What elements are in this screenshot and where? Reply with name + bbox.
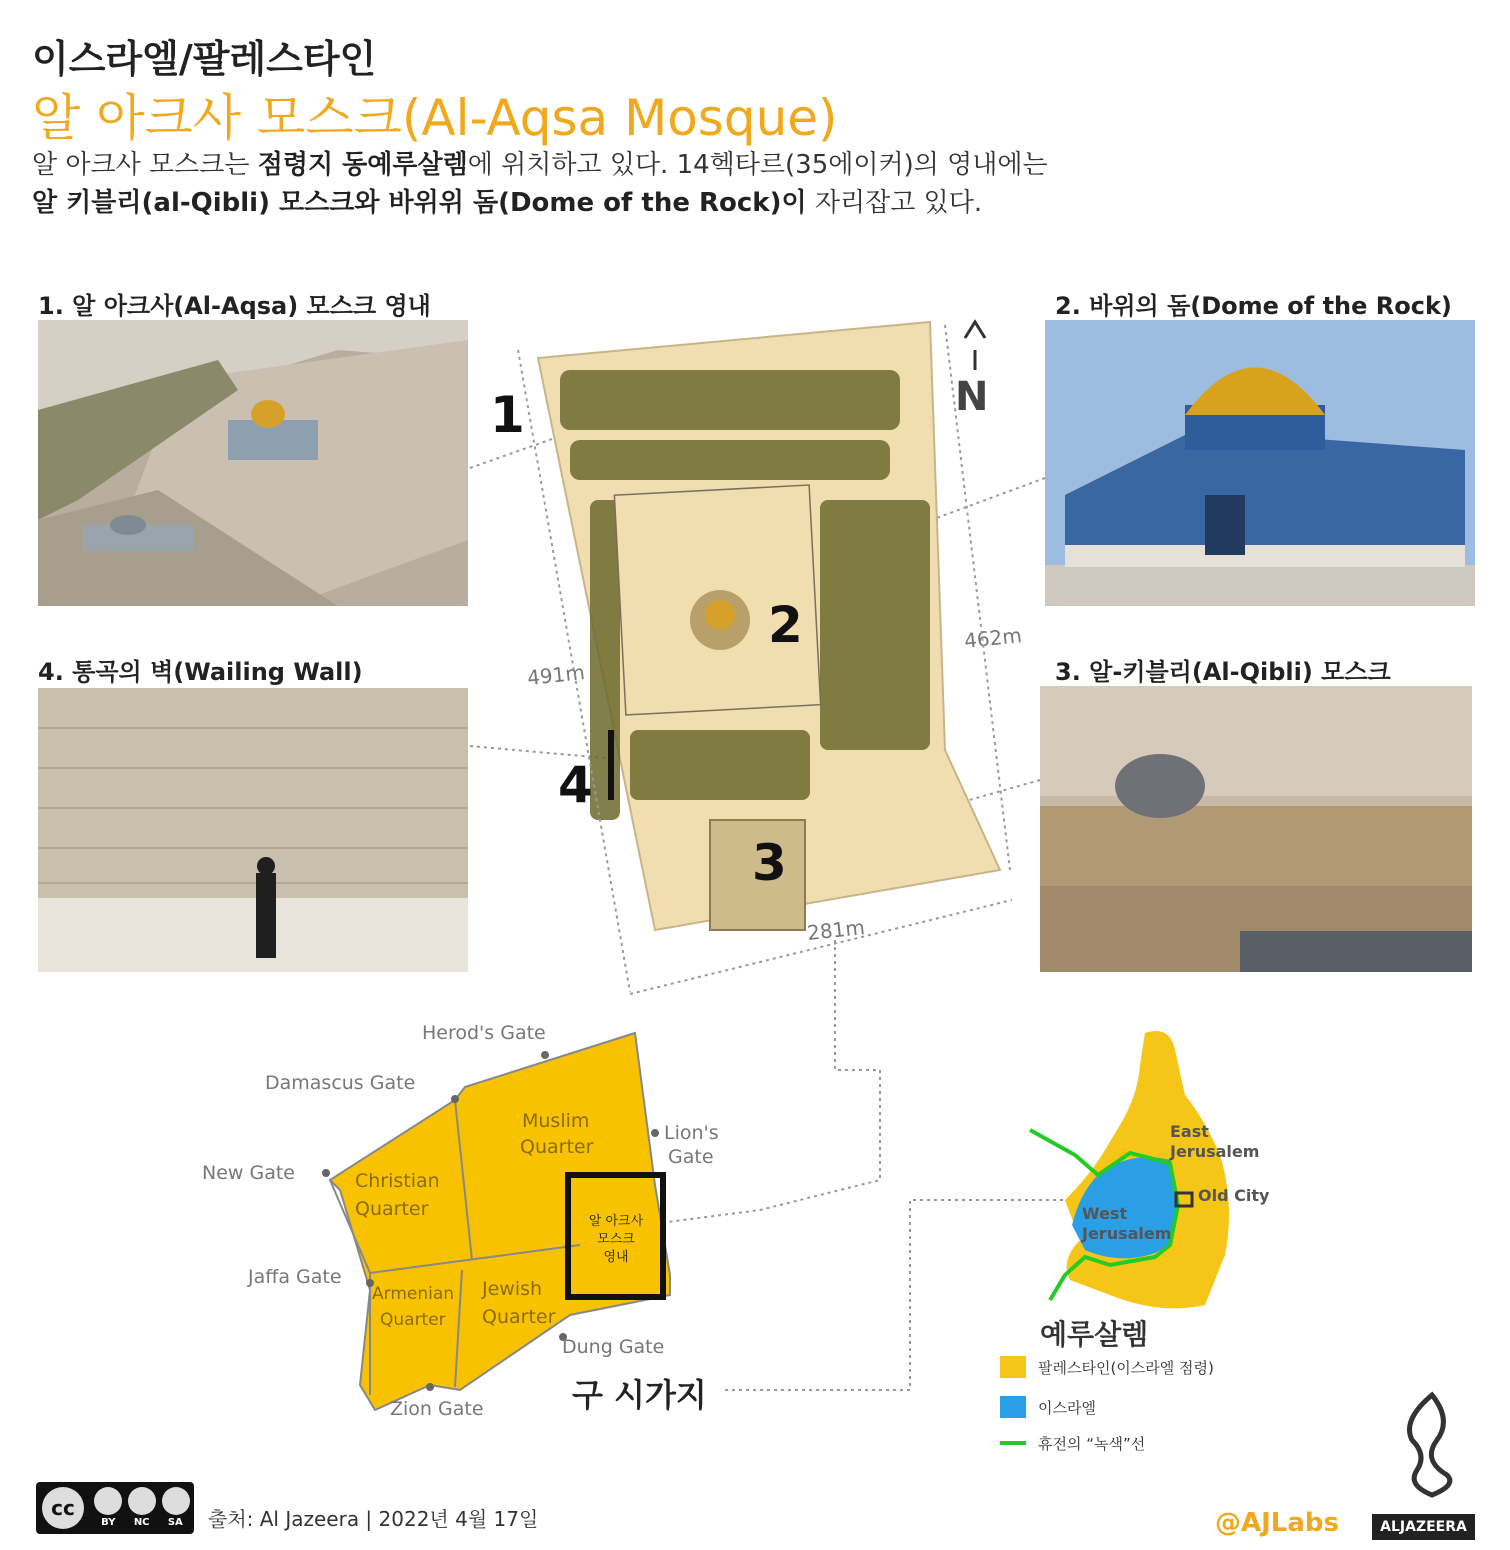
aljazeera-wordmark: ALJAZEERA xyxy=(1372,1514,1475,1540)
by-icon xyxy=(94,1487,122,1515)
intro-text-2: 에 위치하고 있다. 14헥타르(35에이커)의 영내에는 xyxy=(467,150,1048,180)
photo-4-caption: 4. 통곡의 벽(Wailing Wall) xyxy=(38,658,363,686)
jewish-quarter-1: Jewish xyxy=(482,1278,543,1300)
legend xyxy=(1000,1354,1300,1454)
compound-label-3: 영내 xyxy=(603,1250,629,1265)
muslim-quarter-1: Muslim xyxy=(522,1110,590,1132)
east-jerusalem-2: Jerusalem xyxy=(1170,1142,1260,1161)
ajlabs-handle: @AJLabs xyxy=(1215,1508,1339,1538)
armenian-quarter-2: Quarter xyxy=(380,1310,446,1330)
east-jerusalem-1: East xyxy=(1170,1122,1209,1141)
nc-icon xyxy=(128,1487,156,1515)
legend-item-israel xyxy=(1000,1394,1300,1420)
north-label: N xyxy=(955,374,989,420)
page-kicker: 이스라엘/팔레스타인 xyxy=(32,37,377,81)
sa-icon xyxy=(162,1487,190,1515)
cc-icon: cc xyxy=(42,1487,84,1529)
source-credit: 출처: Al Jazeera | 2022년 4월 17일 xyxy=(208,1507,539,1531)
by-label: BY xyxy=(101,1517,116,1528)
west-jerusalem-2: Jerusalem xyxy=(1082,1224,1172,1243)
gate-damascus: Damascus Gate xyxy=(265,1072,416,1094)
gate-jaffa: Jaffa Gate xyxy=(248,1266,342,1288)
legend-item-green-line xyxy=(1000,1432,1300,1454)
wailing-wall-marker xyxy=(608,730,614,800)
christian-quarter-1: Christian xyxy=(355,1170,440,1192)
intro-text-1: 알 아크사 모스크는 xyxy=(32,150,258,180)
marker-2: 2 xyxy=(768,596,803,654)
compound-label-1: 알 아크사 xyxy=(588,1214,644,1229)
marker-4: 4 xyxy=(558,756,593,814)
west-jerusalem-1: West xyxy=(1082,1204,1128,1223)
nc-label: NC xyxy=(133,1517,150,1528)
intro-bold-2: 알 키블리(al-Qibli) 모스크와 바위위 돔(Dome of the Rock)이 xyxy=(32,188,807,218)
marker-1: 1 xyxy=(490,386,525,444)
north-arrow-icon xyxy=(965,322,985,370)
gate-herods: Herod's Gate xyxy=(422,1022,546,1044)
compound-label-2: 모스크 xyxy=(597,1232,635,1247)
compound-map xyxy=(490,310,1050,1010)
old-city-caption: 구 시가지 xyxy=(572,1376,707,1414)
gate-zion: Zion Gate xyxy=(390,1398,484,1420)
legend-label-palestine: 팔레스타인(이스라엘 점령) xyxy=(1038,1358,1214,1377)
jerusalem-map xyxy=(1020,1025,1290,1315)
sa-label: SA xyxy=(167,1517,183,1528)
dim-east: 462m xyxy=(963,623,1023,653)
legend-label-green-line: 휴전의 “녹색”선 xyxy=(1038,1434,1146,1453)
page-title: 알 아크사 모스크(Al-Aqsa Mosque) xyxy=(32,89,838,147)
legend-item-palestine xyxy=(1000,1354,1300,1380)
legend-label-israel: 이스라엘 xyxy=(1038,1398,1096,1417)
muslim-quarter-2: Quarter xyxy=(520,1136,594,1158)
gate-lions-1: Lion's xyxy=(664,1122,719,1144)
aljazeera-logo-icon xyxy=(1392,1390,1472,1500)
gate-lions-2: Gate xyxy=(668,1146,714,1168)
cc-terms xyxy=(92,1517,192,1528)
armenian-quarter-1: Armenian xyxy=(372,1284,455,1304)
dim-south: 281m xyxy=(806,915,866,945)
photo-3-caption: 3. 알-키블리(Al-Qibli) 모스크 xyxy=(1055,658,1391,686)
dome-gold xyxy=(705,600,735,630)
jewish-quarter-2: Quarter xyxy=(482,1306,556,1328)
gate-dung: Dung Gate xyxy=(562,1336,665,1358)
cc-license-badge xyxy=(36,1482,194,1534)
legend-swatch-palestine xyxy=(1000,1356,1026,1378)
marker-3: 3 xyxy=(752,834,787,892)
aljazeera-calligraphy xyxy=(1392,1390,1472,1500)
legend-swatch-israel xyxy=(1000,1396,1026,1418)
intro-bold-1: 점령지 동예루살렘 xyxy=(257,150,468,180)
dim-west: 491m xyxy=(526,660,586,690)
legend-swatch-green-line xyxy=(1000,1441,1026,1445)
jerusalem-title: 예루살렘 xyxy=(1040,1318,1149,1351)
intro-text-3: 자리잡고 있다. xyxy=(806,188,983,218)
photo-2-caption: 2. 바위의 돔(Dome of the Rock) xyxy=(1055,292,1452,320)
christian-quarter-2: Quarter xyxy=(355,1198,429,1220)
gate-new: New Gate xyxy=(202,1162,295,1184)
old-city-label: Old City xyxy=(1198,1186,1270,1205)
photo-1-caption: 1. 알 아크사(Al-Aqsa) 모스크 영내 xyxy=(38,292,431,320)
